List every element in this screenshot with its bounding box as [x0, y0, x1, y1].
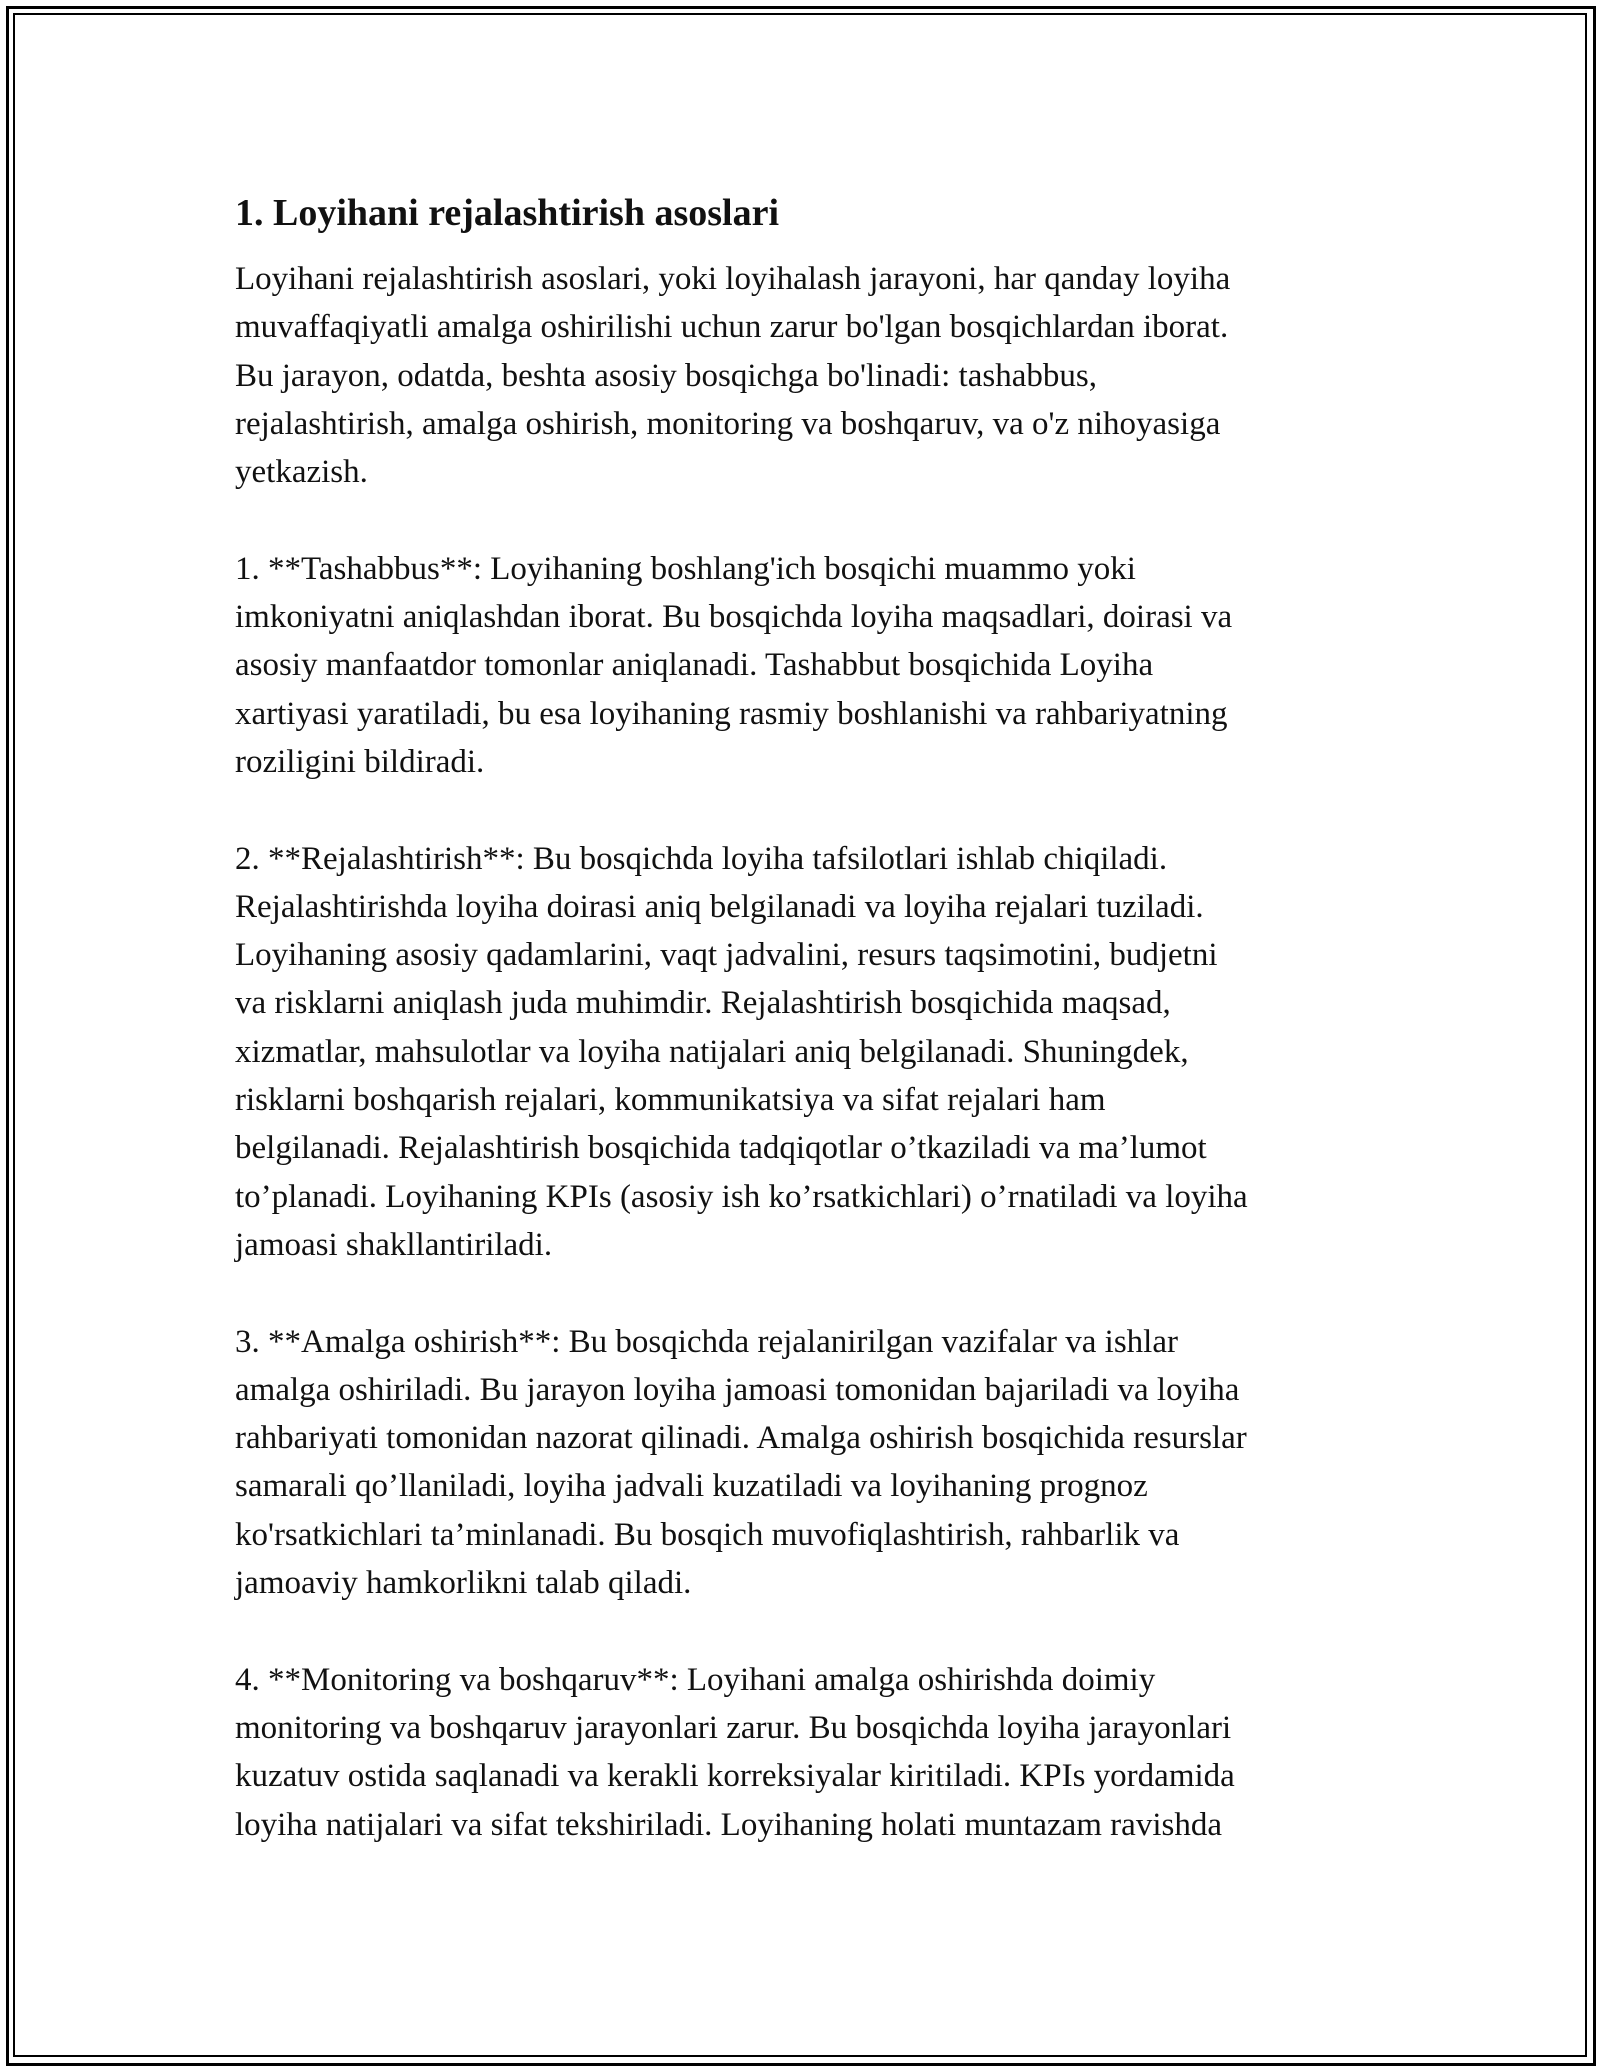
text-line: samarali qo’llaniladi, loyiha jadvali kuzatiladi va loyihaning prognoz [235, 1468, 1148, 1505]
text-line: 2. **Rejalashtirish**: Bu bosqichda loyiha tafsilotlari ishlab chiqiladi. [235, 840, 1168, 877]
text-line: roziligini bildiradi. [235, 743, 485, 780]
text-line: yetkazish. [235, 454, 368, 491]
text-line: va risklarni aniqlash juda muhimdir. Rejalashtirish bosqichida maqsad, [235, 985, 1171, 1022]
text-line: Loyihaning asosiy qadamlarini, vaqt jadvalini, resurs taqsimotini, budjetni [235, 937, 1218, 974]
section-heading: 1. Loyihani rejalashtirish asoslari [235, 192, 780, 234]
text-line: rejalashtirish, amalga oshirish, monitoring va boshqaruv, va o'z nihoyasiga [235, 405, 1221, 442]
text-line: imkoniyatni aniqlashdan iborat. Bu bosqichda loyiha maqsadlari, doirasi va [235, 599, 1233, 636]
text-line: belgilanadi. Rejalashtirish bosqichida tadqiqotlar o’tkaziladi va ma’lumot [235, 1130, 1207, 1167]
text-line: 3. **Amalga oshirish**: Bu bosqichda rejalanirilgan vazifalar va ishlar [235, 1323, 1178, 1360]
text-line: to’planadi. Loyihaning KPIs (asosiy ish ko’rsatkichlari) o’rnatiladi va loyiha [235, 1178, 1248, 1215]
text-line: ko'rsatkichlari ta’minlanadi. Bu bosqich muvofiqlashtirish, rahbarlik va [235, 1516, 1180, 1553]
text-line: Rejalashtirishda loyiha doirasi aniq belgilanadi va loyiha rejalari tuziladi. [235, 888, 1204, 925]
paragraph-intro [235, 255, 1385, 496]
text-line: Bu jarayon, odatda, beshta asosiy bosqichga bo'linadi: tashabbus, [235, 357, 1097, 394]
paragraph-tashabbus [235, 545, 1385, 786]
text-line: 1. **Tashabbus**: Loyihaning boshlang'ich bosqichi muammo yoki [235, 550, 1136, 587]
text-line: asosiy manfaatdor tomonlar aniqlanadi. Tashabbut bosqichida Loyiha [235, 647, 1154, 684]
text-line: monitoring va boshqaruv jarayonlari zarur. Bu bosqichda loyiha jarayonlari [235, 1709, 1232, 1746]
text-line: Loyihani rejalashtirish asoslari, yoki loyihalash jarayoni, har qanday loyiha [235, 261, 1231, 297]
text-line: risklarni boshqarish rejalari, kommunikatsiya va sifat rejalari ham [235, 1082, 1106, 1119]
text-line: 4. **Monitoring va boshqaruv**: Loyihani amalga oshirishda doimiy [235, 1661, 1156, 1698]
text-line: rahbariyati tomonidan nazorat qilinadi. Amalga oshirish bosqichida resurslar [235, 1420, 1247, 1457]
paragraph-monitoring [235, 1656, 1385, 1849]
document-page [235, 185, 1385, 1897]
text-line: muvaffaqiyatli amalga oshirilishi uchun zarur bo'lgan bosqichlardan iborat. [235, 309, 1229, 346]
text-line: loyiha natijalari va sifat tekshiriladi. Loyihaning holati muntazam ravishda [235, 1806, 1222, 1843]
text-line: amalga oshiriladi. Bu jarayon loyiha jamoasi tomonidan bajariladi va loyiha [235, 1371, 1240, 1408]
text-line: xizmatlar, mahsulotlar va loyiha natijalari aniq belgilanadi. Shuningdek, [235, 1033, 1189, 1070]
text-line: jamoaviy hamkorlikni talab qiladi. [235, 1565, 692, 1602]
text-line: xartiyasi yaratiladi, bu esa loyihaning rasmiy boshlanishi va rahbariyatning [235, 695, 1228, 732]
paragraph-amalga-oshirish [235, 1318, 1385, 1608]
text-line: jamoasi shakllantiriladi. [235, 1226, 553, 1263]
text-line: kuzatuv ostida saqlanadi va kerakli korreksiyalar kiritiladi. KPIs yordamida [235, 1758, 1235, 1795]
paragraph-rejalashtirish [235, 835, 1385, 1270]
